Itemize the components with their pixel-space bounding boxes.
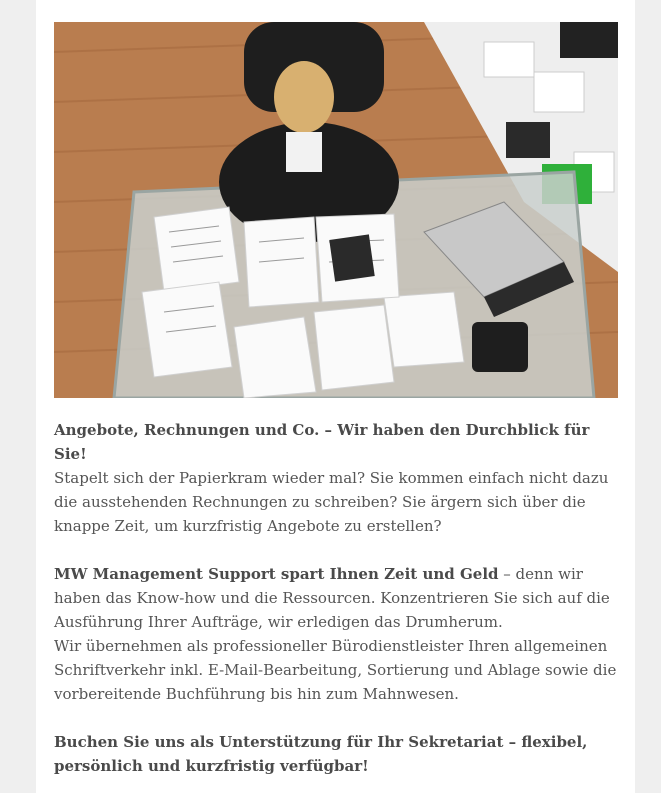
body-text: – denn wir haben das Know-how und die Ressourcen. Konzentrieren Sie sich auf die Ausführung Ihrer Aufträge, wir erledigen das Drumherum. xyxy=(54,565,610,631)
body-paragraph xyxy=(54,562,624,706)
intro-paragraph: Stapelt sich der Papierkram wieder mal? Sie kommen einfach nicht dazu die ausstehenden Rechnungen zu schreiben? Sie ärgern sich über die knappe Zeit, um kurzfristig Angebote zu erstellen? xyxy=(54,469,609,535)
content-card xyxy=(36,0,635,793)
body-second-text: Wir übernehmen als professioneller Bürodienstleister Ihren allgemeinen Schriftverkehr inkl. E-Mail-Bearbeitung, Sortierung und Ablage sowie die vorbereitende Buchführung bis hin zum Mahnwesen. xyxy=(54,637,617,703)
body-bold-lead: MW Management Support spart Ihnen Zeit und Geld xyxy=(54,565,499,583)
article-headline: Angebote, Rechnungen und Co. – Wir haben den Durchblick für Sie! xyxy=(54,421,590,463)
hero-photo xyxy=(54,22,618,398)
closing-paragraph: Buchen Sie uns als Unterstützung für Ihr Sekretariat – flexibel, persönlich und kurzfristig verfügbar! xyxy=(54,733,588,775)
